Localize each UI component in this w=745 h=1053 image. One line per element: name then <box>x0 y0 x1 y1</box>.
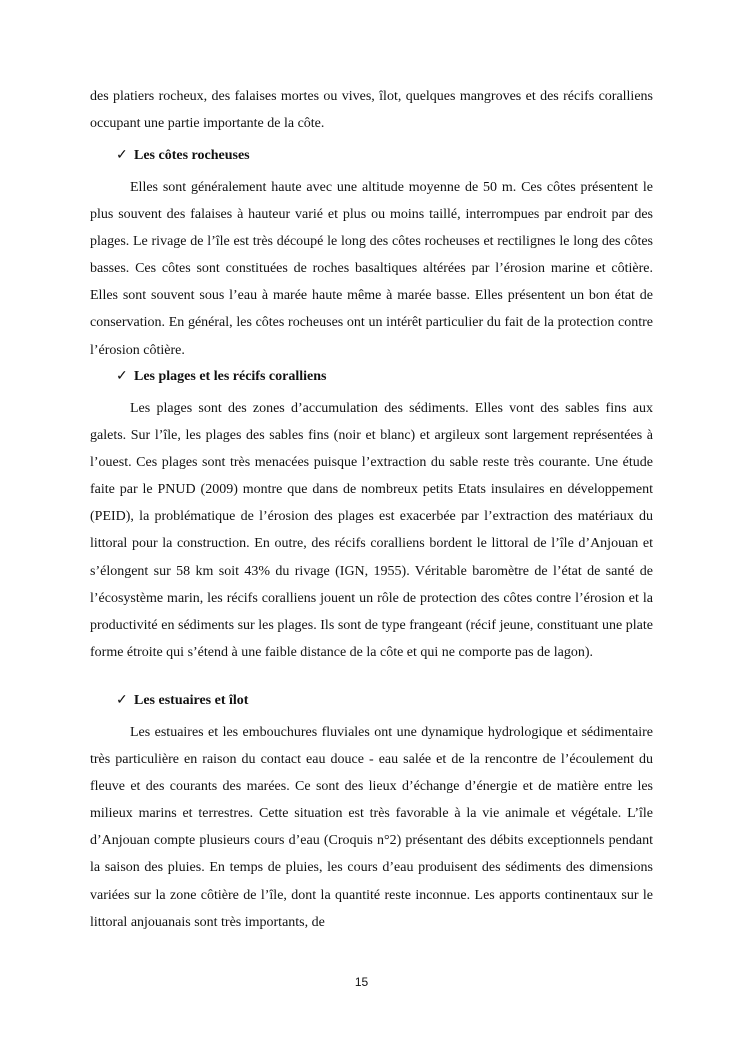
page-number: 15 <box>354 975 369 989</box>
plages-recifs-paragraph: Les plages sont des zones d’accumulation des sédiments. Elles vont des sables fins aux galets. Sur l’île, les plages des sables fins (noir et blanc) et argileux sont largement représentées à l’ouest. Ces plages sont très menacées puisque l’extraction du sable reste très courante. Une étude faite par le PNUD (2009) montre que dans de nombreux petits Etats insulaires en développement (PEID), la problématique de l’érosion des plages est exacerbée par l’extraction des matériaux du littoral pour la construction. En outre, des récifs coralliens bordent le littoral de l’île d’Anjouan et s’élongent sur 58 km soit 43% du rivage (IGN, 1955). Véritable baromètre de l’état de santé de l’écosystème marin, les récifs coralliens jouent un rôle de protection des côtes contre l’érosion et la productivité en sédiments sur les plages. Ils sont de type frangeant (récif jeune, constituant une plate forme étroite qui s’étend à une faible distance de la côte et qui ne comporte pas de lagon). <box>90 401 653 660</box>
heading-cotes-rocheuses <box>116 146 250 166</box>
heading-estuaires-ilot-label: Les estuaires et îlot <box>134 693 249 708</box>
intro-paragraph: des platiers rocheux, des falaises mortes ou vives, îlot, quelques mangroves et des récifs coralliens occupant une partie importante de la côte. <box>90 89 653 132</box>
checkmark-icon: ✓ <box>116 693 128 708</box>
heading-estuaires-ilot <box>116 691 248 711</box>
checkmark-icon: ✓ <box>116 148 128 163</box>
heading-plages-recifs <box>116 367 326 387</box>
checkmark-icon: ✓ <box>116 369 128 384</box>
heading-cotes-rocheuses-label: Les côtes rocheuses <box>134 148 250 163</box>
heading-plages-recifs-label: Les plages et les récifs coralliens <box>134 369 327 384</box>
estuaires-ilot-paragraph: Les estuaires et les embouchures fluviales ont une dynamique hydrologique et sédimentaire très particulière en raison du contact eau douce - eau salée et de la rencontre de l’écoulement du fleuve et des courants des marées. Ce sont des lieux d’échange d’énergie et de matière entre les milieux marins et terrestres. Cette situation est très favorable à la vie animale et végétale. L’île d’Anjouan compte plusieurs cours d’eau (Croquis n°2) présentant des débits exceptionnels pendant la saison des pluies. En temps de pluies, les cours d’eau produisent des sédiments des dimensions variées sur la zone côtière de l’île, dont la quantité reste inconnue. Les apports continentaux sur le littoral anjouanais sont très importants, de <box>90 725 653 930</box>
cotes-rocheuses-paragraph: Elles sont généralement haute avec une altitude moyenne de 50 m. Ces côtes présentent le plus souvent des falaises à hauteur varié et plus ou moins taillé, interrompues par endroit par des plages. Le rivage de l’île est très découpé le long des côtes rocheuses et rectilignes le long des côtes basses. Ces côtes sont constituées de roches basaltiques altérées par l’érosion marine et côtière. Elles sont souvent sous l’eau à marée haute même à marée basse. Elles présentent un bon état de conservation. En général, les côtes rocheuses ont un intérêt particulier du fait de la protection contre l’érosion côtière. <box>90 180 653 358</box>
